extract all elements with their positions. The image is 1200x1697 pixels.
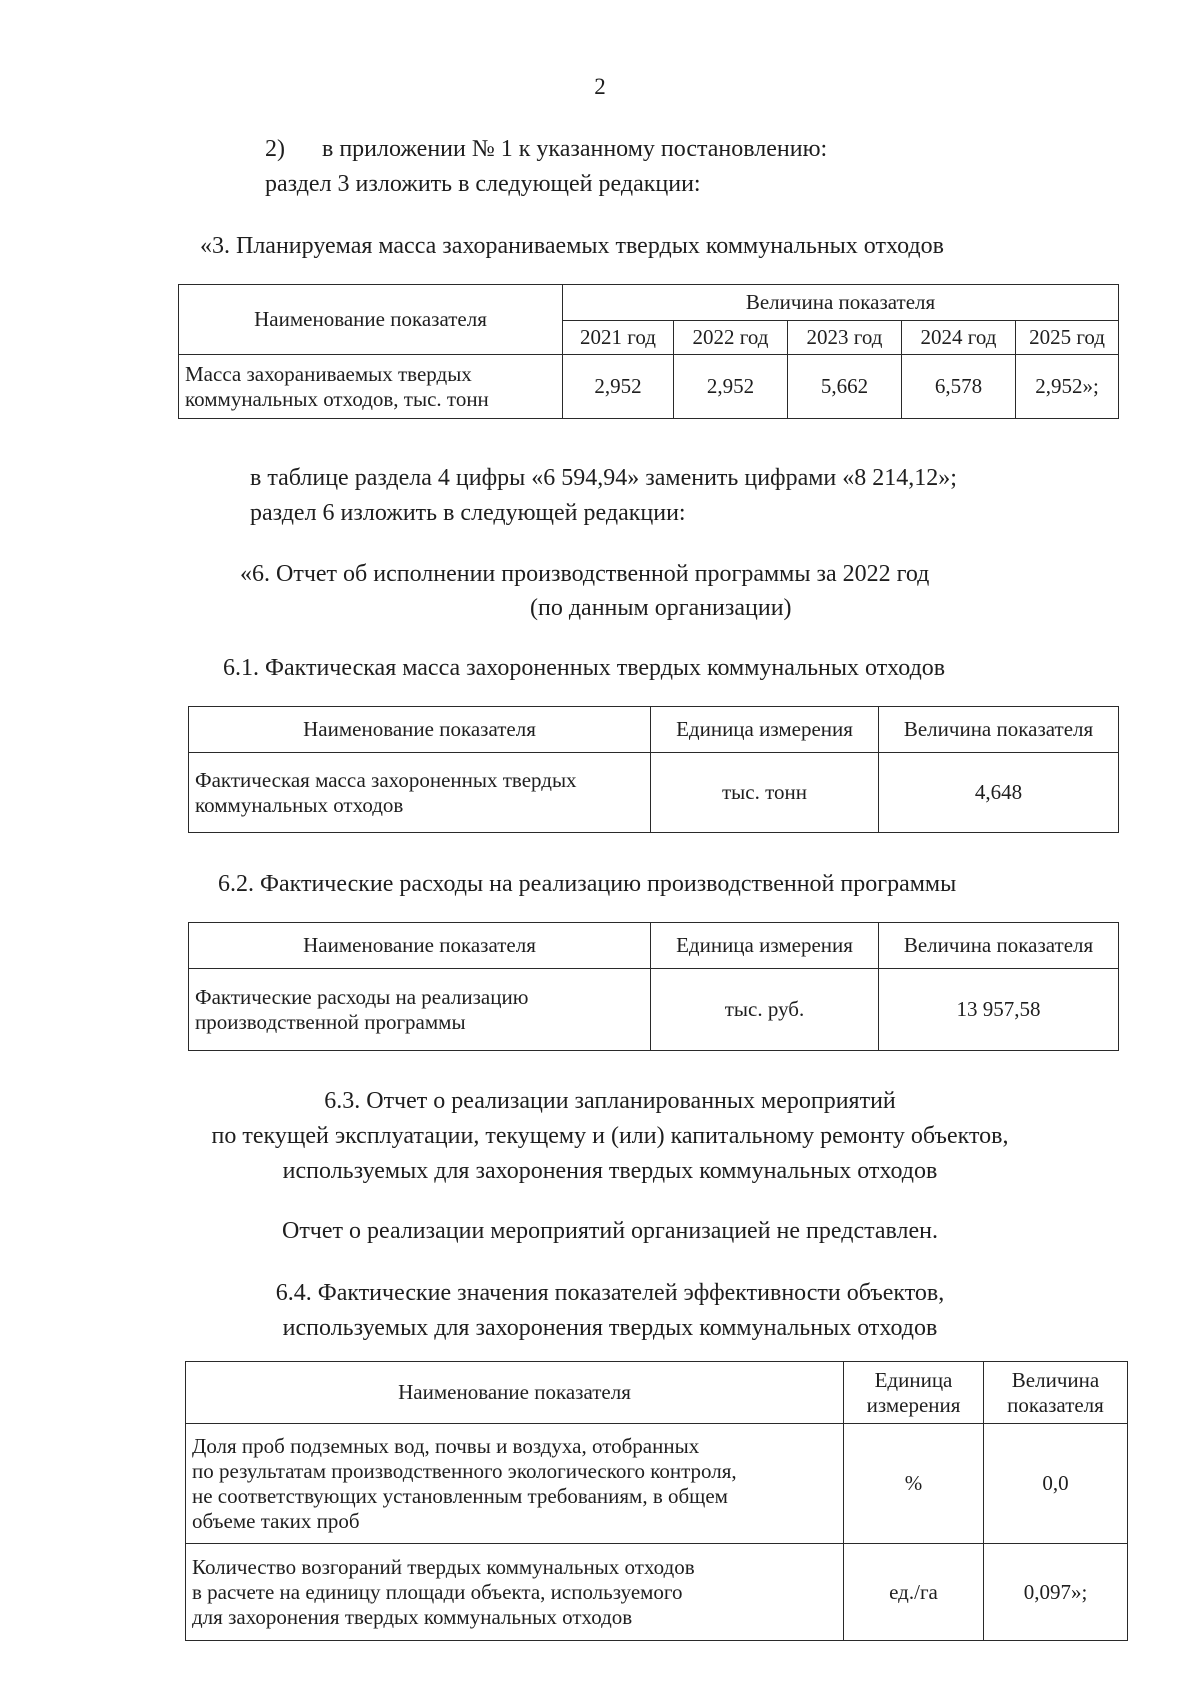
s64-row2-line1: Количество возгораний твердых коммунальных отходов — [192, 1554, 695, 1579]
s3-year-2021: 2021 год — [563, 321, 674, 355]
section6-3-note: Отчет о реализации мероприятий организацией не представлен. — [281, 1218, 939, 1244]
s64-row2-label — [186, 1544, 844, 1641]
s3-row-label — [179, 355, 563, 419]
section6-4-title-2: используемых для захоронения твердых коммунальных отходов — [282, 1315, 938, 1341]
section6-3-title-1: 6.3. Отчет о реализации запланированных мероприятий — [324, 1088, 896, 1114]
s62-header-name: Наименование показателя — [189, 923, 651, 969]
s61-unit: тыс. тонн — [651, 753, 879, 833]
s62-row-label — [189, 969, 651, 1051]
section6-intro: раздел 6 изложить в следующей редакции: — [250, 500, 686, 526]
s61-header-name: Наименование показателя — [189, 707, 651, 753]
s64-row1-line3: не соответствующих установленным требованиям, в общем — [192, 1483, 728, 1508]
s62-row-label-line2: производственной программы — [195, 1009, 466, 1034]
section6-3-title-3: используемых для захоронения твердых коммунальных отходов — [282, 1158, 938, 1184]
s3-row-label-line2: коммунальных отходов, тыс. тонн — [185, 386, 489, 411]
s64-header-value-line2: показателя — [1007, 1392, 1104, 1417]
para-number: 2) — [265, 136, 285, 162]
s64-row1-label — [186, 1424, 844, 1544]
s64-header-unit — [844, 1362, 984, 1424]
s64-row2-unit: ед./га — [844, 1544, 984, 1641]
s64-header-name: Наименование показателя — [186, 1362, 844, 1424]
section6-title-1: «6. Отчет об исполнении производственной программы за 2022 год — [240, 561, 930, 587]
s62-header-unit: Единица измерения — [651, 923, 879, 969]
s61-row-label-line1: Фактическая масса захороненных твердых — [195, 767, 577, 792]
s64-row1-line1: Доля проб подземных вод, почвы и воздуха, отобранных — [192, 1433, 700, 1458]
section6-title-2: (по данным организации) — [530, 595, 792, 621]
s3-value-2021: 2,952 — [563, 355, 674, 419]
s3-value-2025: 2,952»; — [1016, 355, 1119, 419]
s61-row-label-line2: коммунальных отходов — [195, 792, 404, 817]
s62-unit: тыс. руб. — [651, 969, 879, 1051]
section6-2-table — [188, 922, 1119, 1051]
s61-value: 4,648 — [879, 753, 1119, 833]
s3-header-name: Наименование показателя — [179, 285, 563, 355]
s62-row-label-line1: Фактические расходы на реализацию — [195, 984, 529, 1009]
s3-year-2025: 2025 год — [1016, 321, 1119, 355]
s64-row2-line3: для захоронения твердых коммунальных отходов — [192, 1604, 633, 1629]
s3-year-2022: 2022 год — [674, 321, 788, 355]
s64-header-unit-line1: Единица — [874, 1367, 953, 1392]
section3-title: «3. Планируемая масса захораниваемых твердых коммунальных отходов — [200, 233, 944, 259]
s3-header-value: Величина показателя — [563, 285, 1119, 321]
para-text-line2: раздел 3 изложить в следующей редакции: — [265, 171, 701, 197]
s3-value-2022: 2,952 — [674, 355, 788, 419]
section6-1-table — [188, 706, 1119, 833]
s61-header-value: Величина показателя — [879, 707, 1119, 753]
s61-header-unit: Единица измерения — [651, 707, 879, 753]
s64-row1-line2: по результатам производственного экологического контроля, — [192, 1458, 737, 1483]
section3-table — [178, 284, 1119, 419]
page-number: 2 — [594, 74, 606, 99]
s62-value: 13 957,58 — [879, 969, 1119, 1051]
s64-header-unit-line2: измерения — [866, 1392, 961, 1417]
section6-4-title-1: 6.4. Фактические значения показателей эффективности объектов, — [275, 1280, 945, 1306]
s64-row1-value: 0,0 — [984, 1424, 1128, 1544]
section6-4-table — [185, 1361, 1128, 1641]
s64-row1-unit: % — [844, 1424, 984, 1544]
replace-text: в таблице раздела 4 цифры «6 594,94» заменить цифрами «8 214,12»; — [250, 465, 957, 491]
s3-value-2023: 5,662 — [788, 355, 902, 419]
section6-3-title-2: по текущей эксплуатации, текущему и (или) капитальному ремонту объектов, — [211, 1123, 1009, 1149]
s3-year-2023: 2023 год — [788, 321, 902, 355]
s64-row2-line2: в расчете на единицу площади объекта, используемого — [192, 1579, 683, 1604]
s64-header-value — [984, 1362, 1128, 1424]
section6-2-title: 6.2. Фактические расходы на реализацию производственной программы — [218, 871, 957, 897]
s3-row-label-line1: Масса захораниваемых твердых — [185, 361, 472, 386]
s3-year-2024: 2024 год — [902, 321, 1016, 355]
section6-1-title: 6.1. Фактическая масса захороненных твердых коммунальных отходов — [223, 655, 946, 681]
s64-header-value-line1: Величина — [1011, 1367, 1100, 1392]
s61-row-label — [189, 753, 651, 833]
s64-row2-value: 0,097»; — [984, 1544, 1128, 1641]
s64-row1-line4: объеме таких проб — [192, 1508, 360, 1533]
s62-header-value: Величина показателя — [879, 923, 1119, 969]
para-text: в приложении № 1 к указанному постановлению: — [322, 136, 828, 162]
s3-value-2024: 6,578 — [902, 355, 1016, 419]
